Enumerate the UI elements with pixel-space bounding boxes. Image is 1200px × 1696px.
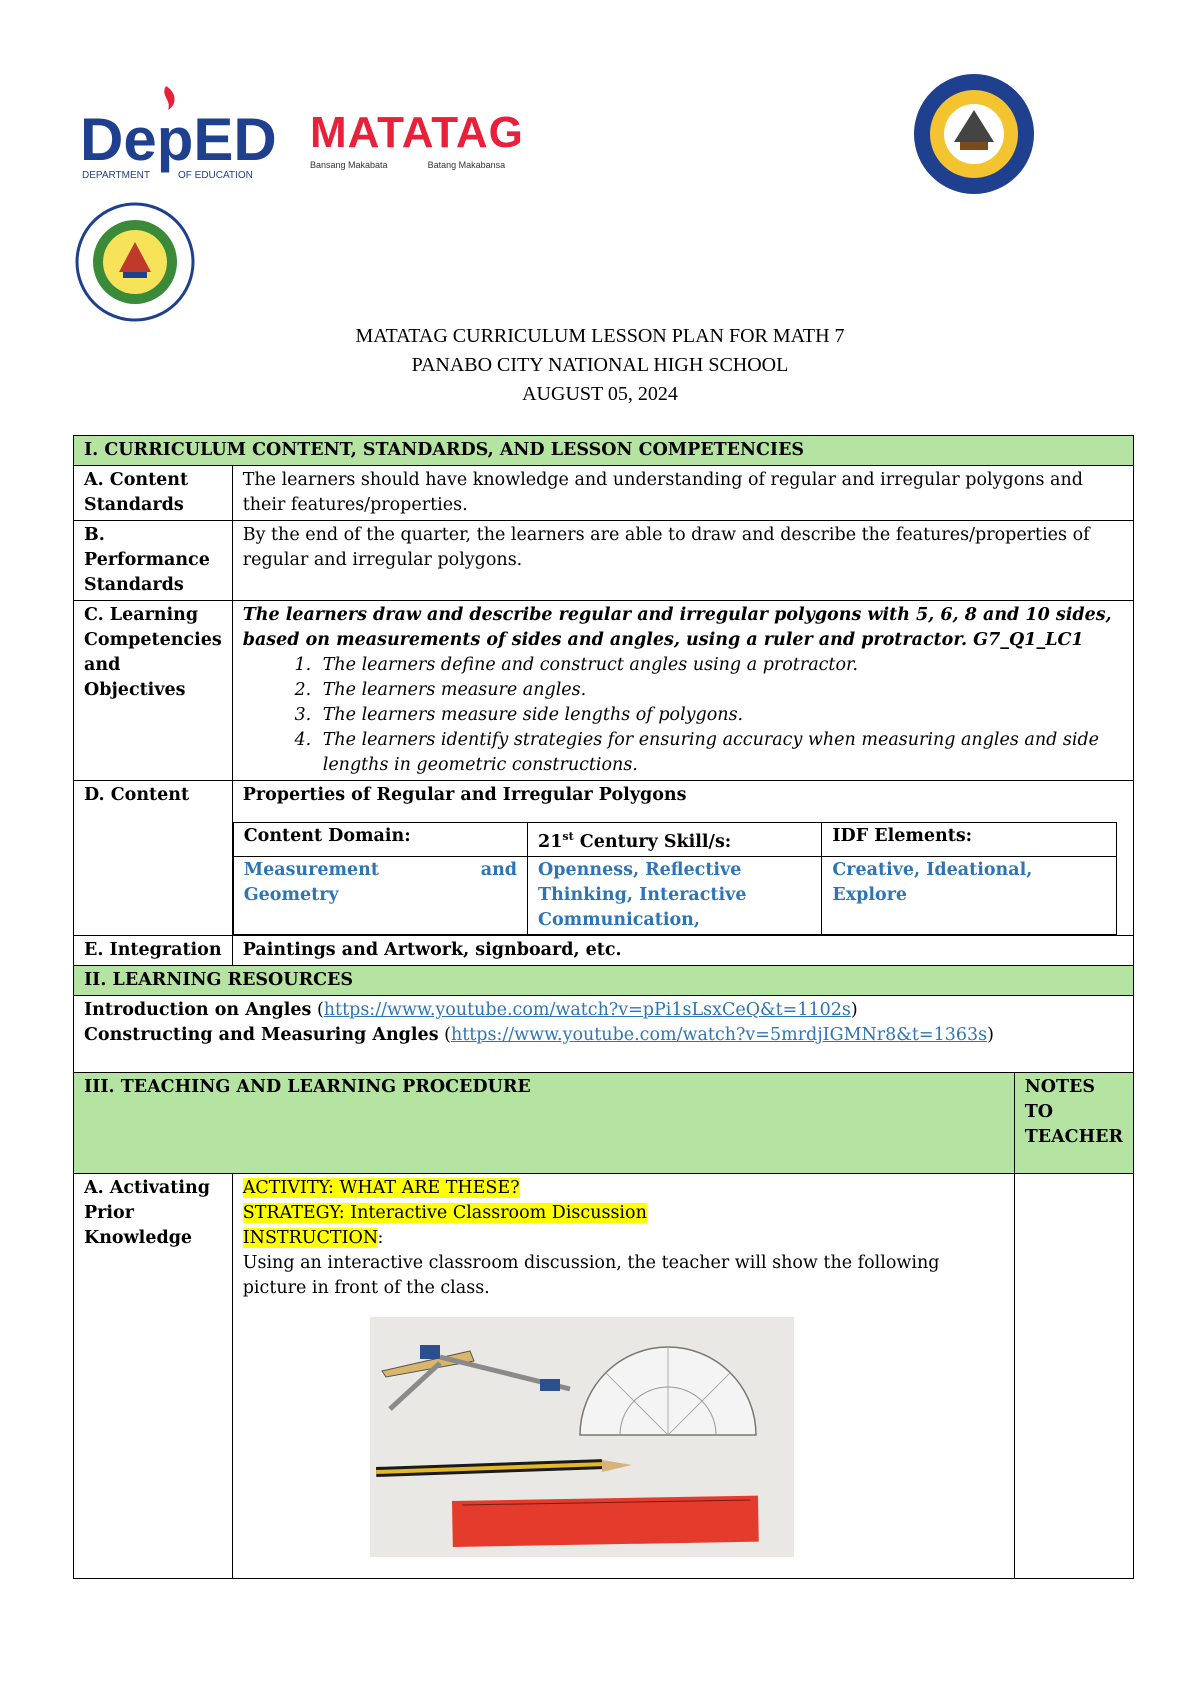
performance-standards-text: By the end of the quarter, the learners are able to draw and describe the features/properties of regular and irregular polygons. [232, 521, 1133, 601]
resource-label: Constructing and Measuring Angles [84, 1024, 439, 1045]
integration-row [74, 935, 1134, 965]
content-standards-row [74, 466, 1134, 521]
activity-title: ACTIVITY: WHAT ARE THESE? [242, 1177, 520, 1198]
lesson-plan-table [73, 435, 1134, 1579]
competencies-label: C. Learning Competencies and Objectives [74, 601, 233, 781]
resource-item: Constructing and Measuring Angles (https://www.youtube.com/watch?v=5mrdjIGMNr8&t=1363s) [84, 1024, 994, 1045]
matatag-tagline-right: Batang Makabansa [427, 160, 506, 170]
activating-row: A. Activating Prior Knowledge ACTIVITY: WHAT ARE THESE? STRATEGY: Interactive Classroom Discussion INSTRUCTION: Using an interactive classroom discussion, the teacher will show the following picture in front of the class. [74, 1173, 1134, 1578]
resource-label: Introduction on Angles [84, 999, 312, 1020]
section-3-header: III. TEACHING AND LEARNING PROCEDURE [74, 1072, 1015, 1173]
content-text: Properties of Regular and Irregular Polygons [242, 785, 687, 805]
objective-item: 3. The learners measure side lengths of polygons. [317, 703, 1123, 728]
content-standards-label: A. Content Standards [74, 466, 233, 521]
deped-subtitle-right: OF EDUCATION [178, 170, 253, 181]
objective-item: 2. The learners measure angles. [317, 678, 1123, 703]
idf-header: IDF Elements: [822, 823, 1116, 857]
resource-item: Introduction on Angles (https://www.youtube.com/watch?v=pPi1sLsxCeQ&t=1102s) [84, 999, 858, 1020]
domain-header: Content Domain: [233, 823, 527, 857]
skills-header: 21st Century Skill/s: [528, 823, 822, 857]
ruler-graphic [452, 1495, 759, 1546]
resource-link-angles[interactable]: https://www.youtube.com/watch?v=pPi1sLsxCeQ&t=1102s [323, 999, 851, 1020]
content-label: D. Content [74, 781, 233, 936]
matatag-tagline-left: Bansang Makabata [310, 160, 388, 170]
content-standards-text: The learners should have knowledge and understanding of regular and irregular polygons and their features/properties. [232, 466, 1133, 521]
resource-link-constructing[interactable]: https://www.youtube.com/watch?v=5mrdjIGMNr8&t=1363s [450, 1024, 988, 1045]
division-seal [912, 72, 1036, 196]
logo-area [0, 0, 1200, 330]
notes-header: NOTES TO TEACHER [1014, 1072, 1133, 1173]
title-line-3: AUGUST 05, 2024 [522, 383, 678, 405]
section-1-header: I. CURRICULUM CONTENT, STANDARDS, AND LESSON COMPETENCIES [74, 436, 1134, 466]
school-seal [73, 200, 197, 324]
deped-logo [80, 78, 280, 186]
deped-wordmark: DepED [80, 106, 277, 173]
domain-value: Measurement and Geometry [233, 856, 527, 934]
tools-photo [370, 1317, 794, 1557]
title-line-1: MATATAG CURRICULUM LESSON PLAN FOR MATH 7 [355, 325, 845, 347]
notes-cell [1014, 1173, 1133, 1578]
competencies-row [74, 601, 1134, 781]
matatag-wordmark: MATATAG [310, 108, 524, 157]
competency-main: The learners draw and describe regular and irregular polygons with 5, 6, 8 and 10 sides, based on measurements of sides and angles, using a ruler and protractor. G7_Q1_LC1 [242, 605, 1112, 650]
idf-value: Creative, Ideational, Explore [822, 856, 1116, 934]
objective-item: 1. The learners define and construct angles using a protractor. [317, 653, 1123, 678]
matatag-logo [310, 110, 570, 190]
objective-item: 4. The learners identify strategies for ensuring accuracy when measuring angles and side lengths in geometric constructions. [317, 728, 1123, 778]
title-line-2: PANABO CITY NATIONAL HIGH SCHOOL [411, 354, 789, 376]
skills-value: Openness, Reflective Thinking, Interactive Communication, [528, 856, 822, 934]
performance-standards-row [74, 521, 1134, 601]
document-title [0, 322, 1200, 409]
section-2-header: II. LEARNING RESOURCES [74, 965, 1134, 995]
objectives-list [243, 653, 1123, 778]
resources-row [74, 995, 1134, 1072]
instruction-body: Using an interactive classroom discussion, the teacher will show the following picture in front of the class. [242, 1252, 940, 1298]
integration-text: Paintings and Artwork, signboard, etc. [232, 935, 1133, 965]
activating-label: A. Activating Prior Knowledge [74, 1173, 233, 1578]
content-row [74, 781, 1134, 936]
deped-subtitle-left: DEPARTMENT [82, 170, 150, 181]
performance-standards-label: B. Performance Standards [74, 521, 233, 601]
content-details-table [233, 822, 1117, 935]
strategy-text: STRATEGY: Interactive Classroom Discussion [242, 1202, 647, 1223]
integration-label: E. Integration [74, 935, 233, 965]
instruction-label: INSTRUCTION [242, 1227, 378, 1248]
